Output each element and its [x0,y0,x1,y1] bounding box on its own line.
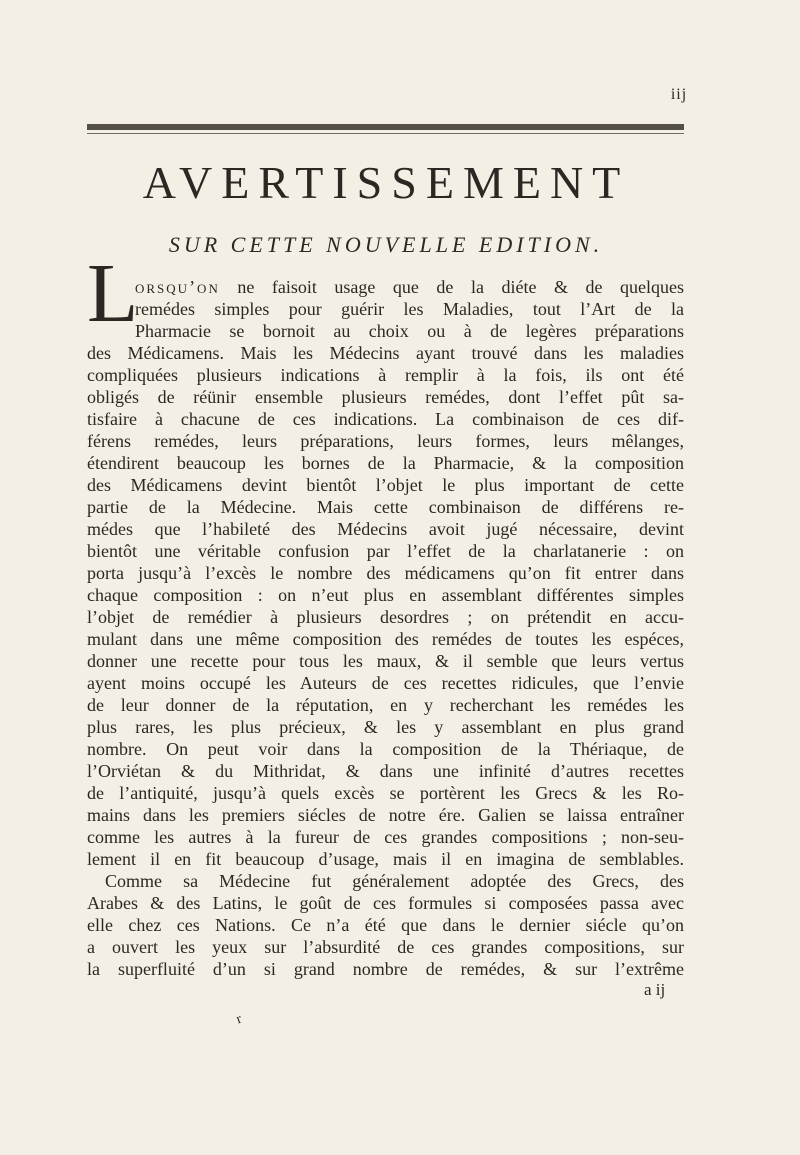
text-line: remédes simples pour guérir les Maladies, tout l’Art de la [135,299,684,319]
text-line: ayent moins occupé les Auteurs de ces recettes ridicules, que l’envie [87,673,684,693]
text-line: mains dans les premiers siécles de notre ére. Galien se laissa entraîner [87,805,684,825]
text-line: Arabes & des Latins, le goût de ces formules si composées passa avec [87,893,684,913]
text-line: nombre. On peut voir dans la composition de la Thériaque, de [87,739,684,759]
text-line [135,276,684,298]
text-line: des Médicamens. Mais les Médecins ayant trouvé dans les maladies [87,343,684,363]
text-line: lement il en fit beaucoup d’usage, mais il en imagina de semblables. [87,849,684,869]
signature-mark: iij [670,86,688,103]
text-line: l’objet de remédier à plusieurs desordres ; on prétendit en accu- [87,607,684,627]
text-line: l’Orviétan & du Mithridat, & dans une infinité d’autres recettes [87,761,684,781]
text-line: la superfluité d’un si grand nombre de remédes, & sur l’extrême [87,959,684,979]
text-line: porta jusqu’à l’excès le nombre des médicamens qu’on fit entrer dans [87,563,684,583]
opening-word: orsqu’on [135,277,220,297]
text-line: Comme sa Médecine fut généralement adoptée des Grecs, des [105,871,684,891]
text-line: obligés de réünir ensemble plusieurs remédes, dont l’effet pût sa- [87,387,684,407]
text-line: compliquées plusieurs indications à remplir à la fois, ils ont été [87,365,684,385]
text-line: des Médicamens devint bientôt l’objet le plus important de cette [87,475,684,495]
catchword: a ij [644,980,666,999]
text-line: partie de la Médecine. Mais cette combinaison de différens re- [87,497,684,517]
header-rule-thin [87,133,684,134]
page-title: AVERTISSEMENT [142,157,630,208]
text-line: férens remédes, leurs préparations, leurs formes, leurs mêlanges, [87,431,684,451]
text-line: de l’antiquité, jusqu’à quels excès se portèrent les Grecs & les Ro- [87,783,684,803]
text-line: a ouvert les yeux sur l’absurdité de ces grandes compositions, sur [87,937,684,957]
text-line: chaque composition : on n’eut plus en assemblant différentes simples [87,585,684,605]
text-line: donner une recette pour tous les maux, & il semble que leurs vertus [87,651,684,671]
text-line: plus rares, les plus précieux, & les y assemblant en plus grand [87,717,684,737]
text-line: elle chez ces Nations. Ce n’a été que dans le dernier siécle qu’on [87,915,684,935]
text-line: bientôt une véritable confusion par l’effet de la charlatanerie : on [87,541,684,561]
text-line: étendirent beaucoup les bornes de la Pharmacie, & la composition [87,453,684,473]
header-rule-thick [87,124,684,130]
text-line: comme les autres à la fureur de ces grandes compositions ; non-seu- [87,827,684,847]
drop-cap: L [87,247,139,340]
page-subtitle: SUR CETTE NOUVELLE EDITION. [168,232,604,257]
stray-mark: r [234,1011,244,1028]
text-line: de leur donner de la réputation, en y recherchant les remédes les [87,695,684,715]
text-line: Pharmacie se bornoit au choix ou à de legères préparations [135,321,684,341]
text-fragment: ne faisoit usage que de la diéte & de quelques [219,277,684,297]
text-line: médes que l’habileté des Médecins avoit jugé nécessaire, devint [87,519,684,539]
text-line: mulant dans une même composition des remédes de toutes les espéces, [87,629,684,649]
text-line: tisfaire à chacune de ces indications. La combinaison de ces dif- [87,409,684,429]
